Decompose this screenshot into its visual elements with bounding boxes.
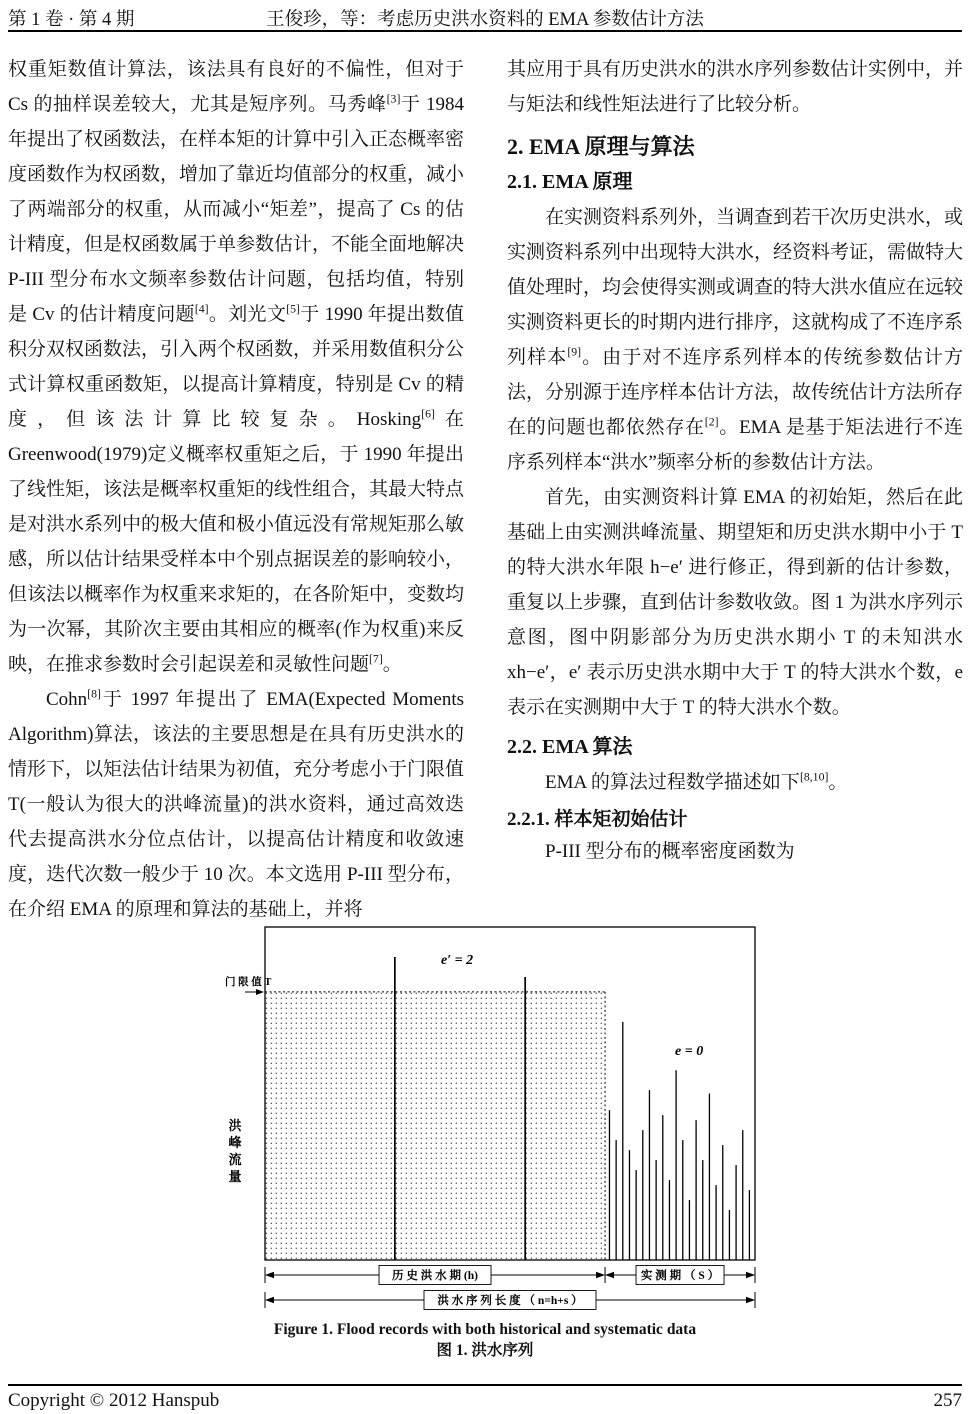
page-footer	[8, 1390, 962, 1412]
body-paragraph: 其应用于具有历史洪水的洪水序列参数估计实例中，并与矩法和线性矩法进行了比较分析。	[507, 59, 964, 115]
sequence-length-label: 洪 水 序 列 长 度 （ n=h+s ）	[437, 1295, 583, 1307]
journal-issue: 第 1 卷 · 第 4 期	[8, 10, 135, 30]
page-number: 257	[933, 1390, 962, 1411]
y-axis-label-char: 量	[228, 1169, 242, 1184]
threshold-label: 门 限 值 T	[225, 977, 272, 988]
subsection-heading-ema-algorithm: 2.2. EMA 算法	[507, 736, 633, 758]
copyright-notice: Copyright © 2012 Hanspub	[8, 1390, 220, 1411]
systematic-period-label: 实 测 期 （ S ）	[640, 1270, 720, 1282]
figure-caption-chinese: 图 1. 洪水序列	[436, 1342, 534, 1359]
figure-1-caption	[0, 1320, 970, 1362]
figure-caption-english: Figure 1. Flood records with both historical and systematic data	[273, 1321, 697, 1338]
historical-period-label: 历 史 洪 水 期 (h)	[392, 1270, 478, 1282]
y-axis-label-char: 流	[228, 1152, 242, 1167]
y-axis-label-char: 洪	[228, 1118, 242, 1133]
arrow-head-left	[605, 1272, 614, 1278]
arrow-head-right	[746, 1272, 755, 1278]
y-axis-label-char: 峰	[228, 1135, 242, 1150]
figure-1	[225, 922, 770, 1317]
body-paragraph: EMA 的算法过程数学描述如下[8,10]。	[545, 770, 848, 793]
subsubsection-heading-initial-sample-moments: 2.2.1. 样本矩初始估计	[507, 809, 688, 830]
historical-period-shaded-region	[266, 992, 605, 1259]
body-paragraph: Cohn[8]于 1997 年提出了 EMA(Expected Moments Algorithm)算法，该法的主要思想是在具有历史洪水的情形下，以矩法估计结果为初值，充分考虑小于门限值 T(一般认为很大的洪峰流量)的洪水资料，通过高效迭代去提高洪水分位点估计，以提高估计精度和收敛速度，迭代次数一般少于 10 次。本文选用 P-III 型分布，在介绍 EMA 的原理和算法的基础上，并将	[8, 687, 465, 920]
arrow-head-left	[265, 1272, 274, 1278]
left-column	[8, 52, 464, 927]
running-title: 王俊珍，等：考虑历史洪水资料的 EMA 参数估计方法	[266, 10, 704, 30]
arrow-head-left	[265, 1297, 274, 1303]
arrow-head-right	[746, 1297, 755, 1303]
section-heading-ema-principle-and-algorithm: 2. EMA 原理与算法	[507, 134, 695, 159]
historical-exceedance-count-label: e′ = 2	[441, 953, 474, 968]
right-column	[507, 52, 963, 869]
body-paragraph: P-III 型分布的概率密度函数为	[545, 841, 795, 862]
page-header	[8, 2, 962, 32]
footer-rule	[8, 1384, 962, 1386]
body-paragraph: 首先，由实测资料计算 EMA 的初始矩，然后在此基础上由实测洪峰流量、期望矩和历史洪水期中小于 T 的特大洪水年限 h−e′ 进行修正，得到新的估计参数，重复以上步骤，直到估计参数收敛。图 1 为洪水序列示意图，图中阴影部分为历史洪水期小 T 的未知洪水 xh−e′，e′ 表示历史洪水期中大于 T 的特大洪水个数，e 表示在实测期中大于 T 的特大洪水个数。	[507, 487, 964, 718]
body-paragraph: 权重矩数值计算法，该法具有良好的不偏性，但对于 Cs 的抽样误差较大，尤其是短序列。马秀峰[3]于 1984 年提出了权函数法，在样本矩的计算中引入正态概率密度函数作为权函数，增加了靠近均值部分的权重，减小了两端部分的权重，从而减小“矩差”，提高了 Cs 的估计精度，但是权函数属于单参数估计，不能全面地解决 P-III 型分布水文频率参数估计问题，包括均值，特别是 Cv 的估计精度问题[4]。刘光文[5]于 1990 年提出数值积分双权函数法，引入两个权函数，并采用数值积分公式计算权重函数矩，以提高计算精度，特别是 Cv 的精度，但该法计算比较复杂。Hosking[6]在 Greenwood(1979)定义概率权重矩之后，于 1990 年提出了线性矩，该法是概率权重矩的线性组合，其最大特点是对洪水系列中的极大值和极小值远没有常规矩那么敏感，所以估计结果受样本中个别点据误差的影响较小，但该法以概率作为权重来求矩的，在各阶矩中，变数均为一次幂，其阶次主要由其相应的概率(作为权重)来反映，在推求参数时会引起误差和灵敏性问题[7]。	[8, 59, 465, 675]
arrow-head-right	[596, 1272, 605, 1278]
flood-sequence-chart	[225, 922, 770, 1317]
body-paragraph: 在实测资料系列外，当调查到若干次历史洪水，或实测资料系列中出现特大洪水，经资料考证，需做特大值处理时，均会使得实测或调查的特大洪水值应在远较实测资料更长的时期内进行排序，这就构成了不连序系列样本[9]。由于对不连序系列样本的传统参数估计方法，分别源于连序样本估计方法，故传统估计方法所存在的问题也都依然存在[2]。EMA 是基于矩法进行不连序系列样本“洪水”频率分析的参数估计方法。	[507, 207, 964, 473]
systematic-exceedance-count-label: e = 0	[675, 1044, 704, 1059]
threshold-arrow-head	[256, 989, 264, 995]
subsection-heading-ema-principle: 2.1. EMA 原理	[507, 171, 633, 193]
